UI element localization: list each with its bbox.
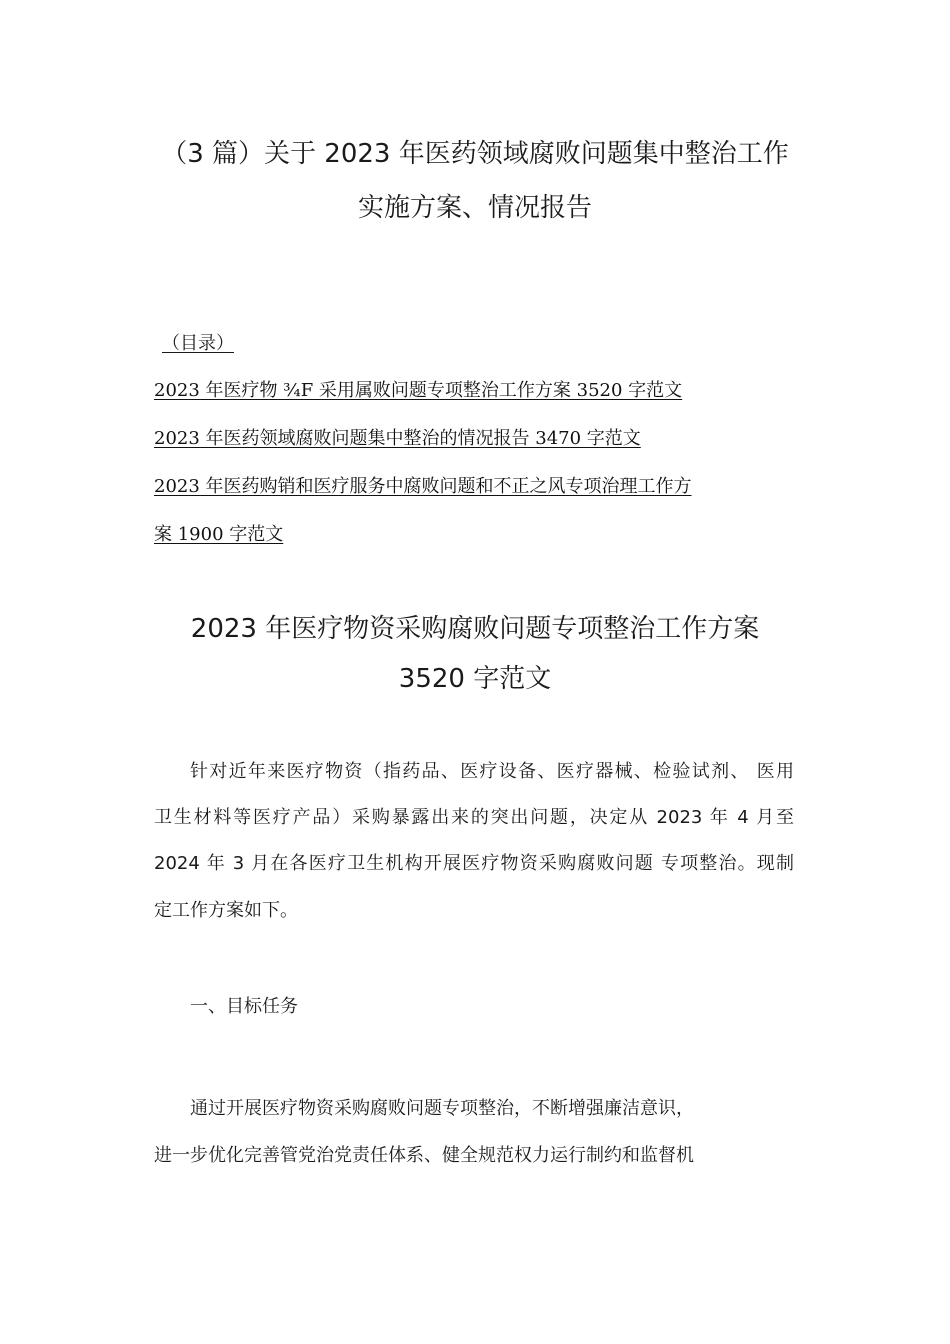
paragraph-2-line-1: 通过开展医疗物资采购腐败问题专项整治，不断增强廉洁意识， [190, 1098, 694, 1119]
heading-target-tasks: 一、目标任务 [190, 996, 298, 1017]
paragraph-2-line-2: 进一步优化完善管党治党责任体系、健全规范权力运行制约和监督机 [154, 1145, 694, 1166]
paragraph-1-line-1: 针对近年来医疗物资（指药品、医疗设备、医疗器械、检验试剂、 医用 [190, 761, 794, 782]
toc-link-2[interactable]: 2023 年医药领域腐败问题集中整治的情况报告 3470 字范文 [154, 428, 641, 449]
section-title-line-1: 2023 年医疗物资采购腐败问题专项整治工作方案 [190, 614, 760, 644]
section-title-line-2: 3520 字范文 [398, 664, 552, 694]
toc-link-3-continued[interactable]: 案 1900 字范文 [154, 524, 284, 545]
paragraph-1-line-2: 卫生材料等医疗产品）采购暴露出来的突出问题，决定从 2023 年 4 月至 [154, 807, 794, 828]
toc-link-1[interactable]: 2023 年医疗物 ¾F 采用属败问题专项整治工作方案 3520 字范文 [154, 380, 683, 401]
paragraph-1-line-4: 定工作方案如下。 [154, 900, 298, 921]
toc-label: （目录） [162, 333, 234, 354]
document-title-line-1: （3 篇）关于 2023 年医药领域腐败问题集中整治工作 [161, 139, 789, 169]
document-title-line-2: 实施方案、情况报告 [357, 193, 592, 223]
toc-link-3[interactable]: 2023 年医药购销和医疗服务中腐败问题和不正之风专项治理工作方 [154, 476, 692, 497]
paragraph-1-line-3: 2024 年 3 月在各医疗卫生机构开展医疗物资采购腐败问题 专项整治。现制 [154, 853, 794, 874]
